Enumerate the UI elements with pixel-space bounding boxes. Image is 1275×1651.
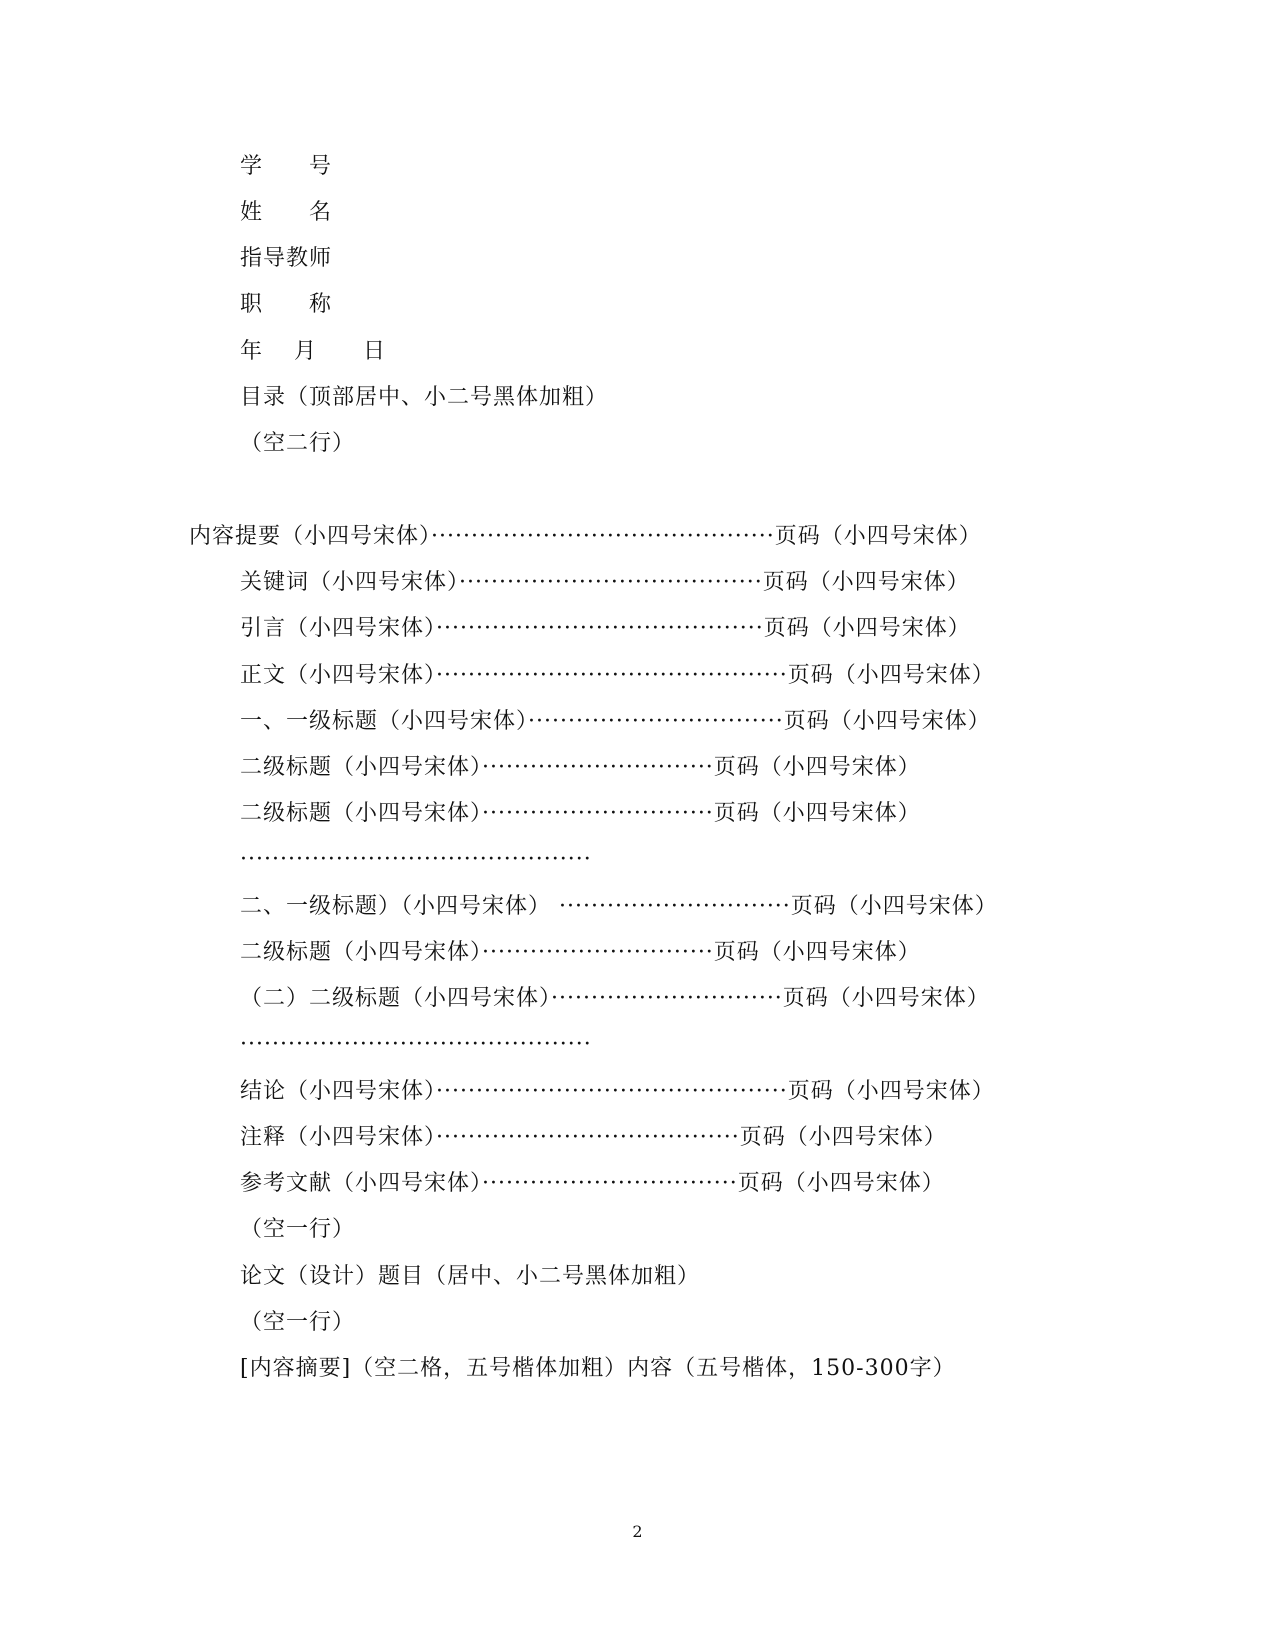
advisor-label: 指导教师 <box>240 246 333 271</box>
abstract-note: [内容摘要]（空二格，五号楷体加粗）内容（五号楷体，150-300字） <box>240 1356 956 1381</box>
page-number: 2 <box>632 1522 643 1541</box>
toc-entry-conclusion: 结论（小四号宋体）············································页码（小四号宋体） <box>240 1079 995 1104</box>
toc-title-note: 目录（顶部居中、小二号黑体加粗） <box>240 385 609 410</box>
toc-ellipsis-line: ············································ <box>240 1032 592 1057</box>
blank-one-line-note: （空一行） <box>240 1310 356 1335</box>
toc-entry-level2-heading: 二级标题（小四号宋体）·····························页码（小四号宋体） <box>240 755 921 780</box>
toc-entry-keywords: 关键词（小四号宋体）······································页码（小四号宋体） <box>240 570 970 595</box>
toc-entry-notes: 注释（小四号宋体）······································页码（小四号宋体） <box>240 1125 947 1150</box>
toc-entry-body: 正文（小四号宋体）············································页码（小四号宋体） <box>240 663 995 688</box>
toc-entry-level2-heading-numbered: （二）二级标题（小四号宋体）·····························页码（小四号宋体） <box>240 986 990 1011</box>
student-id-label: 学 号 <box>240 154 333 179</box>
toc-entry-abstract: 内容提要（小四号宋体）···········································页码（小四号宋体） <box>189 524 982 549</box>
toc-entry-introduction: 引言（小四号宋体）·········································页码（小四号宋体） <box>240 616 971 641</box>
toc-entry-level1-heading-2: 二、一级标题）（小四号宋体） ·····························页码（小四号宋体） <box>240 894 998 919</box>
toc-entry-level2-heading: 二级标题（小四号宋体）·····························页码（小四号宋体） <box>240 940 921 965</box>
toc-entry-level2-heading: 二级标题（小四号宋体）·····························页码（小四号宋体） <box>240 801 921 826</box>
date-label: 年 月 日 <box>240 339 386 364</box>
title-rank-label: 职 称 <box>240 292 333 317</box>
toc-ellipsis-line: ············································ <box>240 847 592 872</box>
blank-two-lines-note: （空二行） <box>240 431 356 456</box>
thesis-title-note: 论文（设计）题目（居中、小二号黑体加粗） <box>240 1264 701 1289</box>
name-label: 姓 名 <box>240 200 333 225</box>
toc-entry-references: 参考文献（小四号宋体）································页码（小四号宋体） <box>240 1171 945 1196</box>
toc-entry-level1-heading-1: 一、一级标题（小四号宋体）································页码（小四号宋体） <box>240 709 991 734</box>
blank-one-line-note: （空一行） <box>240 1217 356 1242</box>
